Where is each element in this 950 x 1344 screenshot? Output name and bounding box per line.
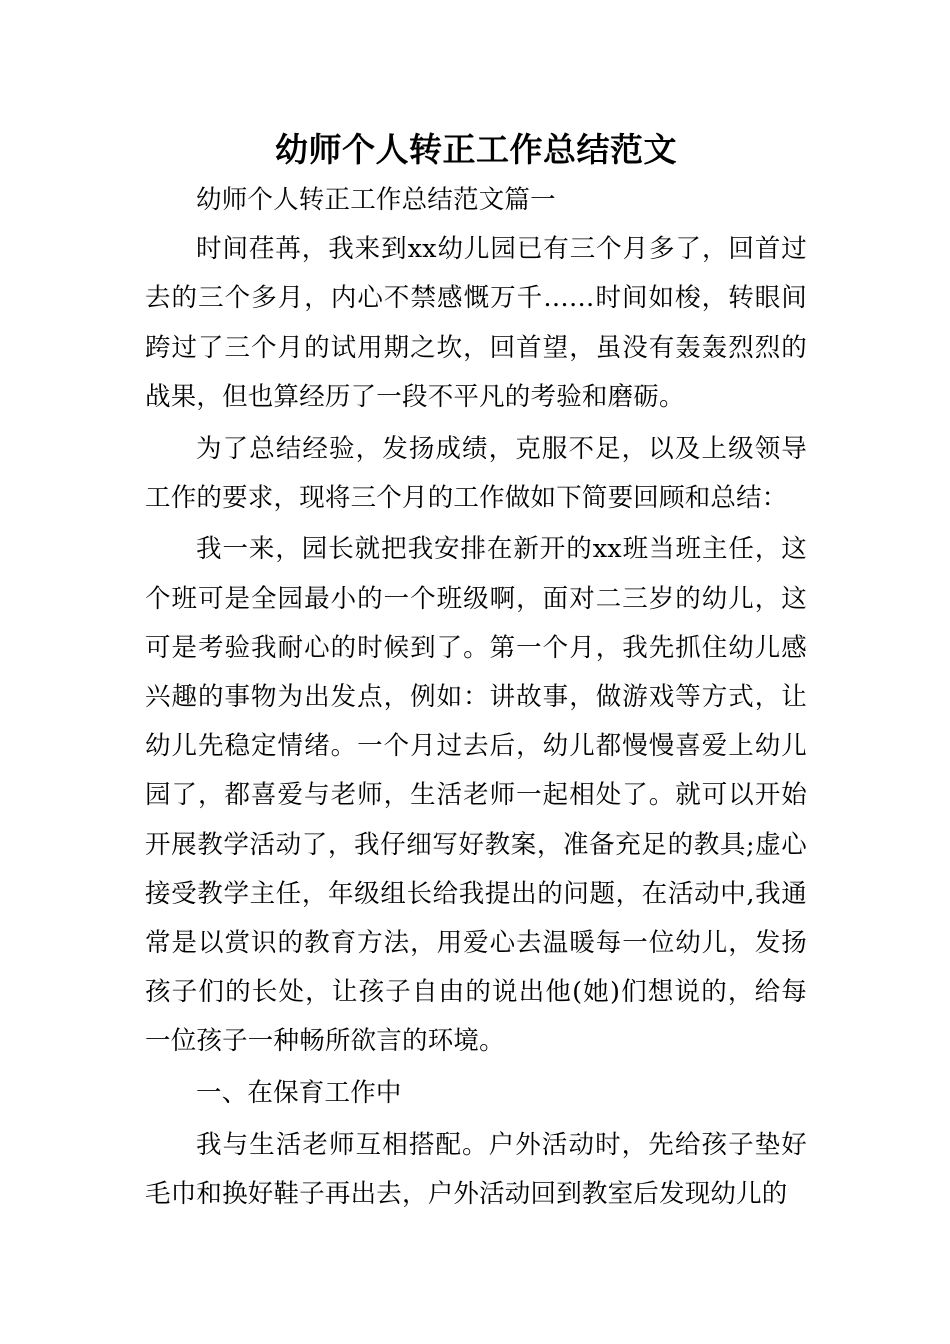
paragraph: 时间荏苒，我来到xx幼儿园已有三个月多了，回首过去的三个多月，内心不禁感慨万千……时间如梭，转眼间跨过了三个月的试用期之坎，回首望，虽没有轰轰烈烈的战果，但也算经历了一段不平凡的考验和磨砺。 [145, 234, 807, 412]
section-heading: 一、在保育工作中 [196, 1078, 402, 1109]
paragraph: 我与生活老师互相搭配。户外活动时，先给孩子垫好毛巾和换好鞋子再出去，户外活动回到教室后发现幼儿的 [145, 1129, 807, 1210]
document-page [145, 124, 807, 1219]
paragraph: 为了总结经验，发扬成绩，克服不足，以及上级领导工作的要求，现将三个月的工作做如下简要回顾和总结： [145, 433, 807, 513]
paragraph: 我一来，园长就把我安排在新开的xx班当班主任，这个班可是全园最小的一个班级啊，面对二三岁的幼儿，这可是考验我耐心的时候到了。第一个月，我先抓住幼儿感兴趣的事物为出发点，例如：讲故事，做游戏等方式，让幼儿先稳定情绪。一个月过去后，幼儿都慢慢喜爱上幼儿园了，都喜爱与老师，生活老师一起相处了。就可以开始开展教学活动了，我仔细写好教案，准备充足的教具;虚心接受教学主任，年级组长给我提出的问题，在活动中,我通常是以赏识的教育方法，用爱心去温暖每一位幼儿，发扬孩子们的长处，让孩子自由的说出他(她)们想说的，给每一位孩子一种畅所欲言的环境。 [145, 534, 807, 1057]
document-title: 幼师个人转正工作总结范文 [275, 130, 677, 169]
section-heading: 幼师个人转正工作总结范文篇一 [196, 185, 556, 215]
